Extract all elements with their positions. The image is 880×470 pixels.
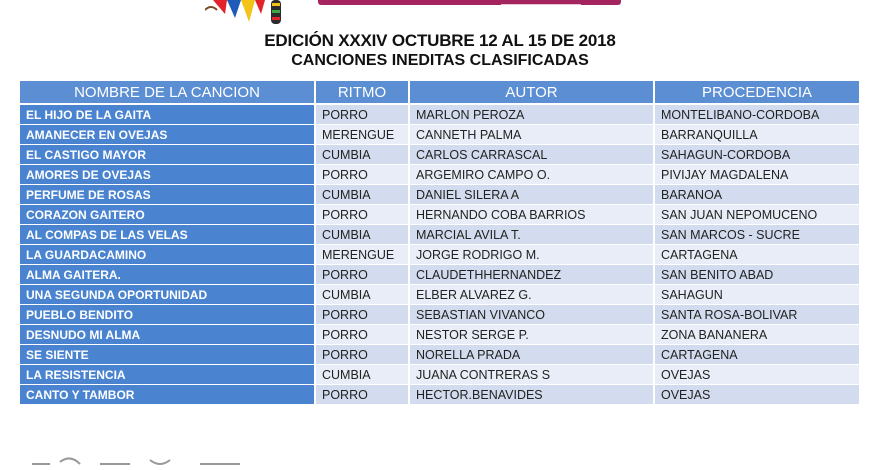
origin-cell: SAHAGUN-CORDOBA bbox=[655, 145, 859, 164]
author-cell: MARCIAL AVILA T. bbox=[410, 225, 653, 244]
document-heading bbox=[0, 31, 880, 71]
table-row bbox=[20, 185, 859, 204]
rhythm-cell: CUMBIA bbox=[316, 185, 408, 204]
song-name-cell: ALMA GAITERA. bbox=[20, 265, 314, 284]
table-row bbox=[20, 265, 859, 284]
table-row bbox=[20, 365, 859, 384]
rhythm-cell: CUMBIA bbox=[316, 285, 408, 304]
origin-cell: SAN BENITO ABAD bbox=[655, 265, 859, 284]
song-name-cell: AMORES DE OVEJAS bbox=[20, 165, 314, 184]
song-name-cell: EL HIJO DE LA GAITA bbox=[20, 105, 314, 124]
origin-cell: SAHAGUN bbox=[655, 285, 859, 304]
table-row bbox=[20, 225, 859, 244]
author-cell: CLAUDETHHERNANDEZ bbox=[410, 265, 653, 284]
author-cell: DANIEL SILERA A bbox=[410, 185, 653, 204]
origin-cell: SANTA ROSA-BOLIVAR bbox=[655, 305, 859, 324]
table-row bbox=[20, 245, 859, 264]
rhythm-cell: PORRO bbox=[316, 265, 408, 284]
rhythm-cell: CUMBIA bbox=[316, 365, 408, 384]
author-cell: ELBER ALVAREZ G. bbox=[410, 285, 653, 304]
rhythm-cell: PORRO bbox=[316, 385, 408, 404]
table-row bbox=[20, 125, 859, 144]
table-row bbox=[20, 205, 859, 224]
origin-cell: SAN JUAN NEPOMUCENO bbox=[655, 205, 859, 224]
rhythm-cell: MERENGUE bbox=[316, 125, 408, 144]
author-cell: CANNETH PALMA bbox=[410, 125, 653, 144]
author-cell: NORELLA PRADA bbox=[410, 345, 653, 364]
rhythm-cell: CUMBIA bbox=[316, 145, 408, 164]
song-name-cell: AL COMPAS DE LAS VELAS bbox=[20, 225, 314, 244]
origin-cell: CARTAGENA bbox=[655, 245, 859, 264]
origin-cell: OVEJAS bbox=[655, 385, 859, 404]
song-name-cell: DESNUDO MI ALMA bbox=[20, 325, 314, 344]
rhythm-cell: PORRO bbox=[316, 205, 408, 224]
rhythm-cell: PORRO bbox=[316, 305, 408, 324]
edition-title: EDICIÓN XXXIV OCTUBRE 12 AL 15 DE 2018 bbox=[264, 31, 616, 50]
song-name-cell: LA RESISTENCIA bbox=[20, 365, 314, 384]
author-cell: CARLOS CARRASCAL bbox=[410, 145, 653, 164]
table-header-row bbox=[20, 81, 859, 104]
origin-cell: MONTELIBANO-CORDOBA bbox=[655, 105, 859, 124]
origin-cell: SAN MARCOS - SUCRE bbox=[655, 225, 859, 244]
songs-table bbox=[18, 80, 861, 405]
footer-partial-text bbox=[30, 452, 290, 470]
song-name-cell: CORAZON GAITERO bbox=[20, 205, 314, 224]
rhythm-cell: CUMBIA bbox=[316, 225, 408, 244]
header-origin: PROCEDENCIA bbox=[655, 81, 859, 104]
rhythm-cell: PORRO bbox=[316, 345, 408, 364]
author-cell: HERNANDO COBA BARRIOS bbox=[410, 205, 653, 224]
table-row bbox=[20, 145, 859, 164]
origin-cell: ZONA BANANERA bbox=[655, 325, 859, 344]
table-row bbox=[20, 305, 859, 324]
rhythm-cell: PORRO bbox=[316, 105, 408, 124]
author-cell: JORGE RODRIGO M. bbox=[410, 245, 653, 264]
song-name-cell: PERFUME DE ROSAS bbox=[20, 185, 314, 204]
rhythm-cell: PORRO bbox=[316, 325, 408, 344]
header-author: AUTOR bbox=[410, 81, 653, 104]
origin-cell: BARRANQUILLA bbox=[655, 125, 859, 144]
song-name-cell: LA GUARDACAMINO bbox=[20, 245, 314, 264]
rhythm-cell: MERENGUE bbox=[316, 245, 408, 264]
table-row bbox=[20, 385, 859, 404]
song-name-cell: EL CASTIGO MAYOR bbox=[20, 145, 314, 164]
origin-cell: PIVIJAY MAGDALENA bbox=[655, 165, 859, 184]
table-row bbox=[20, 165, 859, 184]
author-cell: SEBASTIAN VIVANCO bbox=[410, 305, 653, 324]
author-cell: ARGEMIRO CAMPO O. bbox=[410, 165, 653, 184]
song-name-cell: PUEBLO BENDITO bbox=[20, 305, 314, 324]
table-row bbox=[20, 285, 859, 304]
author-cell: MARLON PEROZA bbox=[410, 105, 653, 124]
song-name-cell: UNA SEGUNDA OPORTUNIDAD bbox=[20, 285, 314, 304]
song-name-cell: CANTO Y TAMBOR bbox=[20, 385, 314, 404]
rhythm-cell: PORRO bbox=[316, 165, 408, 184]
table-row bbox=[20, 345, 859, 364]
song-name-cell: AMANECER EN OVEJAS bbox=[20, 125, 314, 144]
origin-cell: CARTAGENA bbox=[655, 345, 859, 364]
festival-logo-icon bbox=[205, 0, 290, 26]
classified-songs-title: CANCIONES INEDITAS CLASIFICADAS bbox=[291, 52, 589, 69]
origin-cell: OVEJAS bbox=[655, 365, 859, 384]
banner-strip bbox=[318, 0, 621, 5]
table-row bbox=[20, 325, 859, 344]
origin-cell: BARANOA bbox=[655, 185, 859, 204]
author-cell: NESTOR SERGE P. bbox=[410, 325, 653, 344]
author-cell: HECTOR.BENAVIDES bbox=[410, 385, 653, 404]
header-song-name: NOMBRE DE LA CANCION bbox=[20, 81, 314, 104]
table-row bbox=[20, 105, 859, 124]
song-name-cell: SE SIENTE bbox=[20, 345, 314, 364]
author-cell: JUANA CONTRERAS S bbox=[410, 365, 653, 384]
header-rhythm: RITMO bbox=[316, 81, 408, 104]
